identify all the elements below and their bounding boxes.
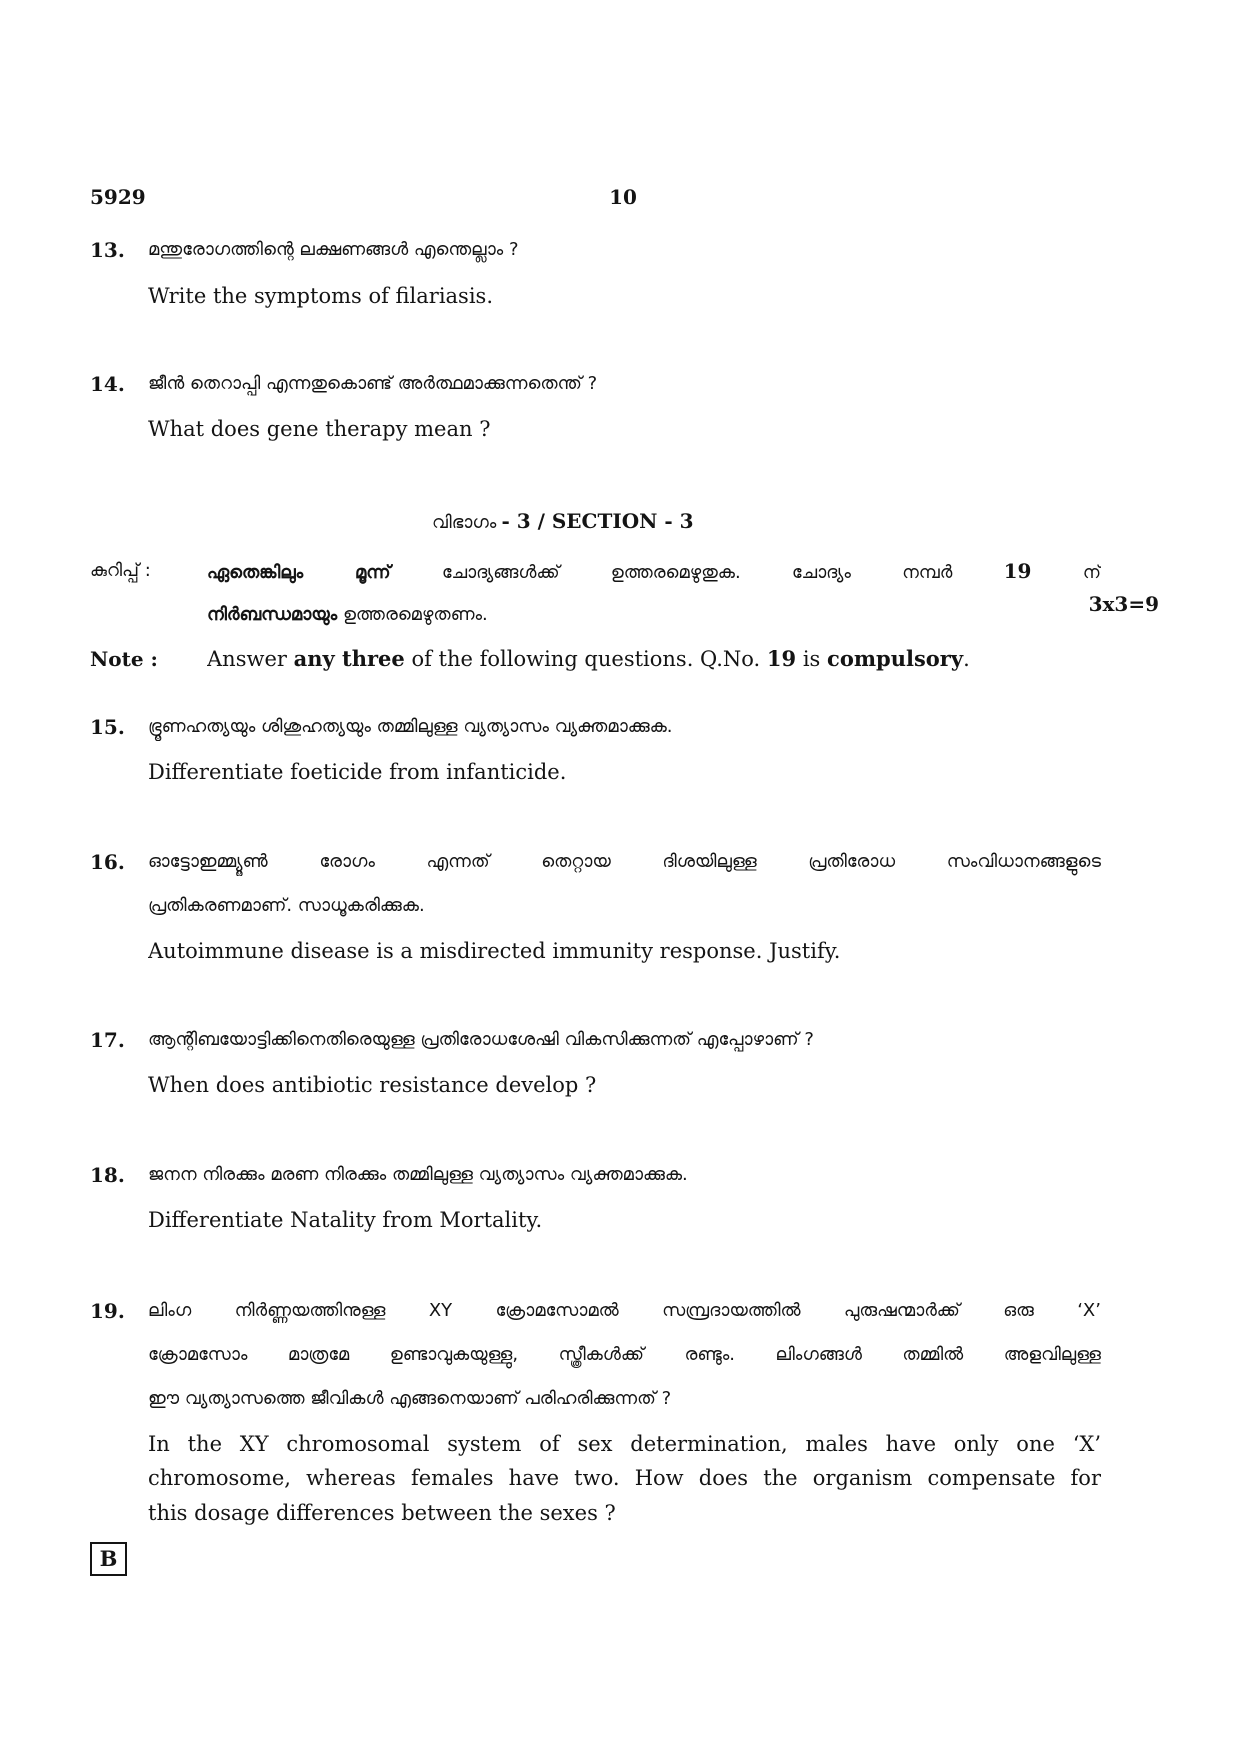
paper-code: 5929: [90, 185, 146, 209]
note-instruction-english: [207, 645, 1101, 673]
question-text-malayalam: ജനന നിരക്കും മരണ നിരക്കും തമ്മിലുള്ള വ്യത്യാസം വ്യക്തമാക്കുക.: [148, 1164, 688, 1185]
section-label-malayalam: വിഭാഗം: [432, 512, 497, 533]
note-emphasis: ഏതെങ്കിലും മൂന്ന്: [207, 562, 391, 583]
marks-allocation: 3x3=9: [1088, 592, 1159, 616]
question-text-english: Differentiate foeticide from infanticide.: [148, 760, 567, 784]
question-text-malayalam: ഭ്രൂണഹത്യയും ശിശുഹത്യയും തമ്മിലുള്ള വ്യത്യാസം വ്യക്തമാക്കുക.: [148, 716, 673, 737]
section-label: - 3 / SECTION - 3: [501, 509, 694, 533]
question-number: 18.: [90, 1163, 125, 1187]
note-question-number: 19: [766, 646, 797, 671]
question-text-malayalam: ആന്റിബയോട്ടിക്കിനെതിരെയുള്ള പ്രതിരോധശേഷി വികസിക്കുന്നത് എപ്പോഴാണ് ?: [148, 1029, 814, 1050]
note-text: ഉത്തരമെഴുതണം.: [342, 604, 488, 625]
question-text-malayalam: മന്തുരോഗത്തിന്റെ ലക്ഷണങ്ങൾ എന്തെല്ലാം ?: [148, 239, 519, 260]
question-text-malayalam: ലിംഗ നിർണ്ണയത്തിനുള്ള XY ക്രോമസോമൽ സമ്പ്രദായത്തിൽ പുരുഷന്മാർക്ക് ഒരു ‘X’: [148, 1300, 1101, 1321]
note-emphasis: any three: [293, 646, 405, 671]
question-text-english: this dosage differences between the sexes ?: [148, 1501, 616, 1525]
question-number: 13.: [90, 238, 125, 262]
note-question-number: 19: [1003, 559, 1032, 583]
note-emphasis: compulsory: [827, 646, 964, 671]
question-number: 14.: [90, 372, 125, 396]
question-text-english: What does gene therapy mean ?: [148, 417, 491, 441]
page-number: 10: [609, 185, 637, 209]
note-text: Answer: [207, 647, 287, 671]
note-text: of the following questions. Q.No.: [411, 647, 761, 671]
question-number: 15.: [90, 715, 125, 739]
note-label: Note :: [90, 647, 158, 671]
question-text-english: Differentiate Natality from Mortality.: [148, 1208, 543, 1232]
note-instruction-malayalam-line-1: [207, 557, 1101, 585]
question-text-english: When does antibiotic resistance develop ?: [148, 1073, 597, 1097]
note-text: is: [802, 647, 821, 671]
note-label-malayalam: കുറിപ്പ് :: [90, 560, 151, 581]
section-heading: [432, 507, 772, 535]
note-text: ചോദ്യങ്ങൾക്ക് ഉത്തരമെഴുതുക. ചോദ്യം നമ്പർ: [441, 562, 953, 583]
question-text-malayalam: ഈ വ്യത്യാസത്തെ ജീവികൾ എങ്ങനെയാണ് പരിഹരിക്കുന്നത് ?: [148, 1388, 672, 1409]
note-instruction-malayalam-line-2: [207, 601, 1101, 629]
question-text-malayalam: ഓട്ടോഇമ്മ്യൂൺ രോഗം എന്നത് തെറ്റായ ദിശയിലുള്ള പ്രതിരോധ സംവിധാനങ്ങളുടെ: [148, 851, 1101, 872]
note-text: ന്: [1082, 562, 1101, 583]
question-number: 16.: [90, 850, 125, 874]
booklet-code-box: B: [90, 1542, 127, 1576]
question-text-english: chromosome, whereas females have two. How does the organism compensate for: [148, 1466, 1101, 1490]
question-text-english: Autoimmune disease is a misdirected immunity response. Justify.: [148, 939, 841, 963]
question-number: 17.: [90, 1028, 125, 1052]
note-text: .: [963, 647, 970, 671]
question-text-malayalam: ക്രോമസോം മാത്രമേ ഉണ്ടാവുകയുള്ളു, സ്ത്രീകൾക്ക് രണ്ടും. ലിംഗങ്ങൾ തമ്മിൽ അളവിലുള്ള: [148, 1344, 1101, 1365]
question-text-english: Write the symptoms of filariasis.: [148, 284, 494, 308]
note-emphasis: നിർബന്ധമായും: [207, 604, 338, 625]
question-text-malayalam: ജീൻ തെറാപ്പി എന്നതുകൊണ്ട് അർത്ഥമാക്കുന്നതെന്ത് ?: [148, 373, 598, 394]
question-text-english: In the XY chromosomal system of sex determination, males have only one ‘X’: [148, 1432, 1101, 1456]
question-text-malayalam: പ്രതികരണമാണ്. സാധൂകരിക്കുക.: [148, 895, 425, 916]
question-number: 19.: [90, 1299, 125, 1323]
